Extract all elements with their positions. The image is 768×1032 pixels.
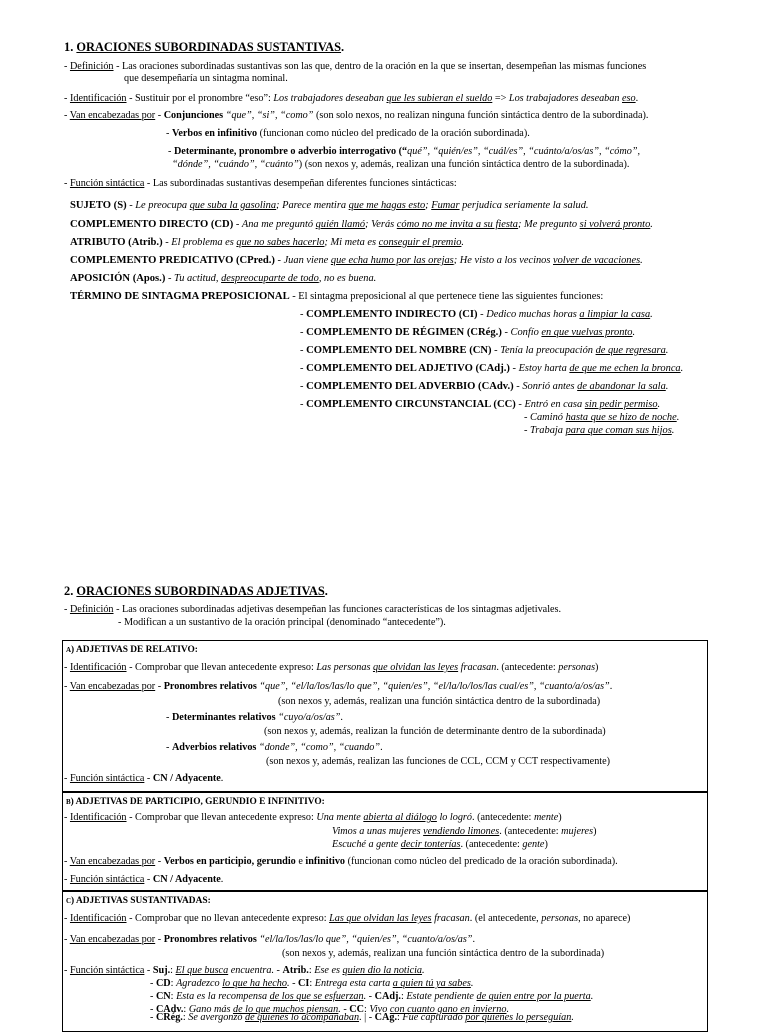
example: .: [676, 412, 680, 423]
s1-atributo: [70, 237, 464, 248]
note: (son nexos y, además, realizan una función sintáctica dentro de la subordinada): [282, 948, 605, 959]
example: ; Mi meta es: [324, 237, 379, 248]
identification-label: Identificación: [69, 913, 127, 924]
a-funcion: - Función sintáctica - CN / Adyacente.: [64, 773, 224, 784]
title-period: .: [324, 584, 328, 598]
definition-label: Definición: [69, 61, 114, 72]
interrogativos-values-1: qué”, “quién/es”, “cuál/es”, “cuánto/a/os/as”, “cómo”,: [407, 146, 641, 157]
s1-ci: - COMPLEMENTO INDIRECTO (CI) - Dedico muchas horas a limpiar la casa.: [300, 309, 653, 320]
c-funcion-2: [150, 978, 473, 989]
s2-definition-cont: [118, 617, 446, 628]
identification-label: Identificación: [69, 812, 127, 823]
example: ; He visto a los vecinos: [453, 255, 553, 266]
ident-text: , no aparece): [578, 913, 631, 924]
ident-text: - Sustituir por el pronombre “eso”:: [126, 93, 274, 104]
b-identification: - Identificación - Comprobar que llevan antecedente expreso: Una mente abierta al diálogo lo logró. (antecedente: mente): [64, 812, 562, 823]
example: Ana me preguntó: [241, 219, 316, 230]
a-title-text: a) ADJETIVAS DE RELATIVO: [66, 645, 195, 655]
example: personas: [558, 662, 596, 673]
interrogativos-label: Determinante, pronombre o adverbio interrogativo: [173, 146, 397, 157]
example: Tu actitud,: [174, 273, 222, 284]
section1-title-text: ORACIONES SUBORDINADAS SUSTANTIVAS: [76, 40, 342, 54]
colon: :: [309, 978, 315, 989]
example-underlined: quien dio la noticia: [342, 965, 423, 976]
van-label: Van encabezadas por: [69, 934, 156, 945]
example: ; Parece mentira: [276, 200, 349, 211]
example-underlined: hasta que se hizo de noche: [565, 412, 677, 423]
conjunctions-values: “que”, “si”, “como”: [223, 110, 316, 121]
example: Una mente: [316, 812, 364, 823]
a-title: [66, 645, 198, 655]
period: .: [340, 712, 343, 723]
funcion-label: Función sintáctica: [69, 965, 145, 976]
ident-text: - Comprobar que llevan antecedente expreso:: [126, 662, 317, 673]
c-title-text: c) ADJETIVAS SUSTANTIVADAS: [66, 896, 208, 906]
colon: :: [397, 1012, 403, 1023]
s1-interrogativos: [168, 146, 640, 157]
example: .: [422, 965, 425, 976]
suj-label: Suj.: [152, 965, 171, 976]
cadv-label: COMPLEMENTO DEL ADVERBIO (CAdv.): [306, 381, 514, 392]
example-underlined: que echa humo por las orejas: [330, 255, 454, 266]
s1-sujeto: [70, 200, 589, 211]
cadj-label: COMPLEMENTO DEL ADJETIVO (CAdj.): [306, 363, 510, 374]
example-underlined: por quienes lo perseguían: [465, 1012, 572, 1023]
section2-title: [64, 584, 328, 599]
note: (funcionan como núcleo del predicado de la oración subordinada).: [345, 856, 618, 867]
note: (son nexos y, además, realizan una función sintáctica dentro de la subordinada): [278, 696, 601, 707]
example-underlined: lo que ha hecho: [222, 978, 287, 989]
dash: -: [509, 363, 519, 374]
example-underlined: Las que olvidan las leyes: [329, 913, 432, 924]
verbos-label-2: infinitivo: [305, 856, 346, 867]
example-underlined: si volverá pronto: [579, 219, 651, 230]
example-underlined: de quien entre por la puerta: [476, 991, 591, 1002]
b-van: - Van encabezadas por - Verbos en participio, gerundio e infinitivo (funcionan como núcleo del predicado de la oración subordinada).: [64, 856, 618, 867]
termino-label: TÉRMINO DE SINTAGMA PREPOSICIONAL: [70, 291, 290, 302]
interrogativos-values-2: “dónde”, “cuándo”, “cuánto”: [172, 159, 299, 170]
example-underlined: vendiendo limones: [423, 826, 500, 837]
title-period: .: [341, 40, 345, 54]
s1-cc-2: [524, 412, 679, 423]
example: .: [590, 991, 594, 1002]
dash: -: [155, 681, 164, 692]
example-underlined: que no sabes hacerlo: [236, 237, 325, 248]
sujeto-label: SUJETO (S): [70, 200, 127, 211]
atrib-label: Atrib.: [282, 965, 309, 976]
dash: -: [162, 237, 172, 248]
example: Sonrió antes: [522, 381, 578, 392]
van-label: Van encabezadas por: [69, 681, 156, 692]
ident-arrow: =>: [492, 93, 509, 104]
aposicion-label: APOSICIÓN (Apos.): [70, 273, 166, 284]
example-underlined: de quienes lo acompañaban: [245, 1012, 360, 1023]
c-funcion-3: [150, 991, 593, 1002]
example: gente: [522, 839, 545, 850]
dash: -: [155, 934, 164, 945]
example: Agradezco: [176, 978, 223, 989]
ident-text: . (antecedente:: [460, 839, 523, 850]
c-funcion: - Función sintáctica - Suj.: El que busca encuentra. - Atrib.: Ese es quien dio la noticia.: [64, 965, 425, 976]
section2-title-text: ORACIONES SUBORDINADAS ADJETIVAS: [76, 584, 325, 598]
pronombres-label: Pronombres relativos: [163, 681, 257, 692]
example: .: [640, 255, 643, 266]
ident-text: . (el antecedente,: [469, 913, 542, 924]
example-underlined: con cuanto gano en invierno: [389, 1004, 507, 1015]
funcion-text: - Las subordinadas sustantivas desempeñan diferentes funciones sintácticas:: [144, 178, 457, 189]
identification-label: Identificación: [69, 662, 127, 673]
a-adverbios-note: [266, 756, 610, 767]
colon: :: [207, 896, 211, 906]
cadj-label: CAdj.: [374, 991, 401, 1002]
example-underlined: sin pedir permiso: [584, 399, 658, 410]
example: .: [571, 1012, 574, 1023]
cn-label: COMPLEMENTO DEL NOMBRE (CN): [306, 345, 492, 356]
example-underlined: abierta al diálogo: [363, 812, 437, 823]
s1-identification: - Identificación - Sustituir por el pronombre “eso”: Los trabajadores deseaban que les subieran el sueldo => Los trabajadores deseaban eso.: [64, 93, 639, 104]
period: .: [220, 874, 224, 885]
period: .: [609, 681, 613, 692]
cd-label: CD: [155, 978, 171, 989]
cn-label: CN: [155, 991, 171, 1002]
ident-text: - Comprobar que no llevan antecedente expreso:: [126, 913, 330, 924]
example: Estate pendiente: [406, 991, 477, 1002]
dash: -: [155, 856, 164, 867]
adverbios-values: “donde”, “como”, “cuando”: [256, 742, 381, 753]
c-title: [66, 896, 211, 906]
example-underlined: volver de vacaciones: [553, 255, 641, 266]
ident-text: . (antecedente:: [496, 662, 559, 673]
dash: -: [166, 712, 172, 723]
example: El problema es: [171, 237, 237, 248]
example: Dedico muchas horas: [486, 309, 580, 320]
pronombres-values: “que”, “el/la/los/las/lo que”, “quien/es”, “el/la/lo/los/las cual/es”, “cuanto/a/os/as”: [256, 681, 610, 692]
cc-label: COMPLEMENTO CIRCUNSTANCIAL (CC): [306, 399, 516, 410]
cag-label: CAg.: [374, 1012, 398, 1023]
example: .: [665, 345, 669, 356]
period: .: [380, 742, 383, 753]
colon: :: [183, 1004, 189, 1015]
colon: :: [170, 978, 177, 989]
example: .: [470, 978, 474, 989]
example: Gano más: [188, 1004, 233, 1015]
funcion-value: CN / Adyacente: [152, 874, 221, 885]
ci-label: COMPLEMENTO INDIRECTO (CI): [306, 309, 478, 320]
c-van: - Van encabezadas por - Pronombres relativos “el/la/los/las/lo que”, “quien/es”, “cuanto/a/os/as”.: [64, 934, 476, 945]
example: Las personas: [316, 662, 373, 673]
funcion-label: Función sintáctica: [69, 178, 145, 189]
funcion-label: Función sintáctica: [69, 874, 145, 885]
dash: -: [166, 742, 172, 753]
section1-title: [64, 40, 344, 55]
ident-example-2: Los trabajadores deseaban: [508, 93, 623, 104]
example: ; Verás: [365, 219, 397, 230]
a-identification: - Identificación - Comprobar que llevan antecedente expreso: Las personas que olvidan las leyes fracasan. (antecedente: personas): [64, 662, 599, 673]
example: Le preocupa: [135, 200, 190, 211]
c-funcion-5: [150, 1012, 574, 1023]
s1-funcion: - Función sintáctica - Las subordinadas sustantivas desempeñan diferentes funciones sintácticas:: [64, 178, 457, 189]
example: .: [665, 381, 669, 392]
example-underlined: que me hagas esto: [348, 200, 426, 211]
example: Vimos a unas mujeres: [332, 826, 424, 837]
verbos-label: Verbos en participio, gerundio: [163, 856, 296, 867]
cc-label: CC: [349, 1004, 364, 1015]
a-adverbios: [166, 742, 383, 753]
dash: -: [477, 309, 487, 320]
colon: :: [321, 797, 325, 807]
verbos-note: (funcionan como núcleo del predicado de la oración subordinada).: [257, 128, 530, 139]
dash: -: [150, 1004, 156, 1015]
example: .: [650, 219, 653, 230]
period: .: [472, 934, 476, 945]
dash: -: [126, 200, 136, 211]
dash: -: [515, 399, 525, 410]
creg-label: COMPLEMENTO DE RÉGIMEN (CRég.): [306, 327, 502, 338]
example: fracasan: [431, 913, 470, 924]
ident-example: Los trabajadores deseaban: [273, 93, 387, 104]
s1-definition-cont: [124, 73, 288, 84]
example: Tenía la preocupación: [500, 345, 596, 356]
dash: -: [150, 991, 156, 1002]
example-underlined: en que vuelvas pronto: [541, 327, 633, 338]
example: .: [632, 327, 636, 338]
example-underlined: Fumar: [431, 200, 460, 211]
example: Esta es la recompensa: [176, 991, 270, 1002]
interrogativos-note: ) (son nexos y, además, realizan una función sintáctica dentro de la subordinada).: [298, 159, 630, 170]
ident-text: ): [593, 826, 597, 837]
s1-cd: [70, 219, 653, 230]
c-identification: - Identificación - Comprobar que no llevan antecedente expreso: Las que olvidan las leyes fracasan. (el antecedente, personas, no aparece): [64, 913, 631, 924]
s1-van-encabezadas: - Van encabezadas por - Conjunciones “que”, “si”, “como” (son solo nexos, no realizan ninguna función sintáctica dentro de la subordinada).: [64, 110, 649, 121]
example: perjudica seriamente la salud.: [459, 200, 589, 211]
a-determinantes: [166, 712, 343, 723]
example: Ese es: [314, 965, 343, 976]
funcion-value: CN / Adyacente: [152, 773, 221, 784]
s1-termino-sp: [70, 291, 603, 302]
definition-text-2: que desempeñaría un sintagma nominal.: [124, 73, 288, 84]
example: mente: [533, 812, 559, 823]
s1-cn: - COMPLEMENTO DEL NOMBRE (CN) - Tenía la preocupación de que regresara.: [300, 345, 669, 356]
colon: :: [194, 645, 198, 655]
creg-label: CRég.: [155, 1012, 183, 1023]
s1-cc: - COMPLEMENTO CIRCUNSTANCIAL (CC) - Entró en casa sin pedir permiso.: [300, 399, 661, 410]
example: Juan viene: [283, 255, 331, 266]
colon: :: [182, 1012, 189, 1023]
separator: . | -: [359, 1012, 375, 1023]
example: - Caminó: [524, 412, 566, 423]
b-example-3: [332, 839, 548, 850]
s1-cpred: [70, 255, 643, 266]
b-title: [66, 797, 325, 807]
b-example-2: [332, 826, 596, 837]
example: personas: [541, 913, 579, 924]
colon: :: [364, 1004, 370, 1015]
ident-text: ): [595, 662, 599, 673]
a-van: - Van encabezadas por - Pronombres relativos “que”, “el/la/los/las/lo que”, “quien/es”, “el/la/lo/los/las cual/es”, “cuanto/a/os/as”.: [64, 681, 613, 692]
ident-text: ): [544, 839, 548, 850]
example-underlined: a quien tú ya sabes: [392, 978, 471, 989]
termino-text: - El sintagma preposicional al que pertenece tiene las siguientes funciones:: [289, 291, 604, 302]
pronombres-values: “el/la/los/las/lo que”, “quien/es”, “cuanto/a/os/as”: [256, 934, 473, 945]
s1-cadj: - COMPLEMENTO DEL ADJETIVO (CAdj.) - Estoy harta de que me echen la bronca.: [300, 363, 684, 374]
example: .: [650, 309, 653, 320]
period: .: [220, 773, 224, 784]
b-title-text: b) ADJETIVAS DE PARTICIPIO, GERUNDIO E INFINITIVO: [66, 797, 322, 807]
definition-text-2: - Modifican a un sustantivo de la oración principal (denominado “antecedente”).: [118, 617, 446, 628]
example: Confío: [510, 327, 542, 338]
ident-period: .: [635, 93, 639, 104]
a-determinantes-note: [264, 726, 606, 737]
cd-label: COMPLEMENTO DIRECTO (CD): [70, 219, 234, 230]
s1-verbos-infinitivo: [166, 128, 530, 139]
example-underlined: de que regresara: [595, 345, 666, 356]
dash: -: [165, 273, 175, 284]
ident-text: . (antecedente:: [472, 812, 534, 823]
example: ; Me pregunto: [518, 219, 580, 230]
section2-number: 2.: [64, 584, 77, 598]
open-paren: (“: [396, 146, 408, 157]
example-underlined: decir tonterías: [400, 839, 461, 850]
dash: -: [233, 219, 242, 230]
cpred-label: COMPLEMENTO PREDICATIVO (CPred.): [70, 255, 275, 266]
ci-label: CI: [298, 978, 310, 989]
cadv-label: CAdv.: [155, 1004, 184, 1015]
s1-cc-3: [524, 425, 674, 436]
section1-number: 1.: [64, 40, 77, 54]
ident-underlined: que les subieran el sueldo: [386, 93, 493, 104]
example: Entró en casa: [524, 399, 585, 410]
example-underlined: a limpiar la casa: [579, 309, 651, 320]
dash: -: [144, 965, 153, 976]
connector: e: [295, 856, 306, 867]
c-van-note: [282, 948, 604, 959]
colon: :: [170, 965, 176, 976]
example: Fue capturado: [402, 1012, 466, 1023]
colon: :: [170, 991, 177, 1002]
dash: -: [144, 773, 153, 784]
s1-interrogativos-cont: [172, 159, 629, 170]
dash: -: [274, 255, 284, 266]
example: . -: [286, 978, 299, 989]
s1-cadv: - COMPLEMENTO DEL ADVERBIO (CAdv.) - Sonrió antes de abandonar la sala.: [300, 381, 669, 392]
definition-text: - Las oraciones subordinadas adjetivas desempeñan las funciones características de los sintagmas adjetivales.: [113, 604, 562, 615]
colon: :: [400, 991, 407, 1002]
ident-text: ): [558, 812, 562, 823]
colon: :: [308, 965, 315, 976]
example: - Trabaja: [524, 425, 566, 436]
dash: -: [150, 978, 156, 989]
dash: -: [501, 327, 511, 338]
example: .: [680, 363, 684, 374]
adverbios-label: Adverbios relativos: [171, 742, 257, 753]
dash: -: [491, 345, 501, 356]
example: mujeres: [561, 826, 594, 837]
ident-text: . (antecedente:: [499, 826, 562, 837]
note: (son nexos y, además, realizan las funciones de CCL, CCM y CCT respectivamente): [266, 756, 611, 767]
example-underlined: cómo no me invita a su fiesta: [396, 219, 518, 230]
dash: -: [513, 381, 523, 392]
example-underlined: de abandonar la sala: [577, 381, 666, 392]
s1-definition: - Definición - Las oraciones subordinadas sustantivas son las que, dentro de la oración en la que se insertan, desempeñan las mismas funciones: [64, 61, 647, 72]
example-underlined: que suba la gasolina: [189, 200, 277, 211]
example: encuentra. -: [228, 965, 283, 976]
conjunctions-label: Conjunciones: [163, 110, 224, 121]
note: (son nexos y, además, realizan la función de determinante dentro de la subordinada): [264, 726, 606, 737]
ident-text: - Comprobar que llevan antecedente expreso:: [126, 812, 317, 823]
example: lo logró: [436, 812, 472, 823]
identification-label: Identificación: [69, 93, 127, 104]
example: , no es buena.: [318, 273, 377, 284]
example: .: [461, 237, 465, 248]
example-underlined: de que me echen la bronca: [569, 363, 681, 374]
verbos-label: Verbos en infinitivo: [171, 128, 258, 139]
atributo-label: ATRIBUTO (Atrib.): [70, 237, 163, 248]
example-underlined: El que busca: [175, 965, 229, 976]
example: Estoy harta: [518, 363, 570, 374]
example-underlined: de lo que muchos piensan: [232, 1004, 339, 1015]
determinantes-values: “cuyo/a/os/as”: [275, 712, 341, 723]
b-funcion: - Función sintáctica - CN / Adyacente.: [64, 874, 224, 885]
example: .: [671, 425, 675, 436]
van-label: Van encabezadas por: [69, 110, 156, 121]
a-van-note: [278, 696, 600, 707]
van-label: Van encabezadas por: [69, 856, 156, 867]
definition-text: - Las oraciones subordinadas sustantivas son las que, dentro de la oración en la que se insertan, desempeñan las mismas funciones: [113, 61, 647, 72]
example-underlined: quién llamó: [315, 219, 366, 230]
pronombres-label: Pronombres relativos: [163, 934, 257, 945]
example-underlined: de los que se esfuerzan: [269, 991, 364, 1002]
dash: -: [144, 874, 153, 885]
example: Escuché a gente: [332, 839, 401, 850]
example: fracasan: [458, 662, 497, 673]
conjunctions-note: (son solo nexos, no realizan ninguna función sintáctica dentro de la subordinada).: [316, 110, 649, 121]
example: ;: [425, 200, 432, 211]
example: Vivo: [369, 1004, 390, 1015]
dash: -: [168, 146, 174, 157]
s1-creg: - COMPLEMENTO DE RÉGIMEN (CRég.) - Confío en que vuelvas pronto.: [300, 327, 636, 338]
example-underlined: para que coman sus hijos: [565, 425, 672, 436]
dash: -: [150, 1012, 156, 1023]
funcion-label: Función sintáctica: [69, 773, 145, 784]
example-underlined: despreocuparte de todo: [221, 273, 319, 284]
ident-eso: eso: [622, 93, 636, 104]
determinantes-label: Determinantes relativos: [171, 712, 276, 723]
dash: -: [155, 110, 164, 121]
example: Entrega esta carta: [314, 978, 393, 989]
dash: -: [166, 128, 172, 139]
example: .: [506, 1004, 509, 1015]
definition-label: Definición: [69, 604, 114, 615]
example-underlined: conseguir el premio: [378, 237, 462, 248]
example: .: [657, 399, 661, 410]
s2-definition: - Definición - Las oraciones subordinadas adjetivas desempeñan las funciones características de los sintagmas adjetivales.: [64, 604, 562, 615]
example: . -: [363, 991, 375, 1002]
example: Se avergonzó: [188, 1012, 246, 1023]
example-underlined: que olvidan las leyes: [372, 662, 459, 673]
s1-aposicion: [70, 273, 376, 284]
example: . -: [338, 1004, 350, 1015]
